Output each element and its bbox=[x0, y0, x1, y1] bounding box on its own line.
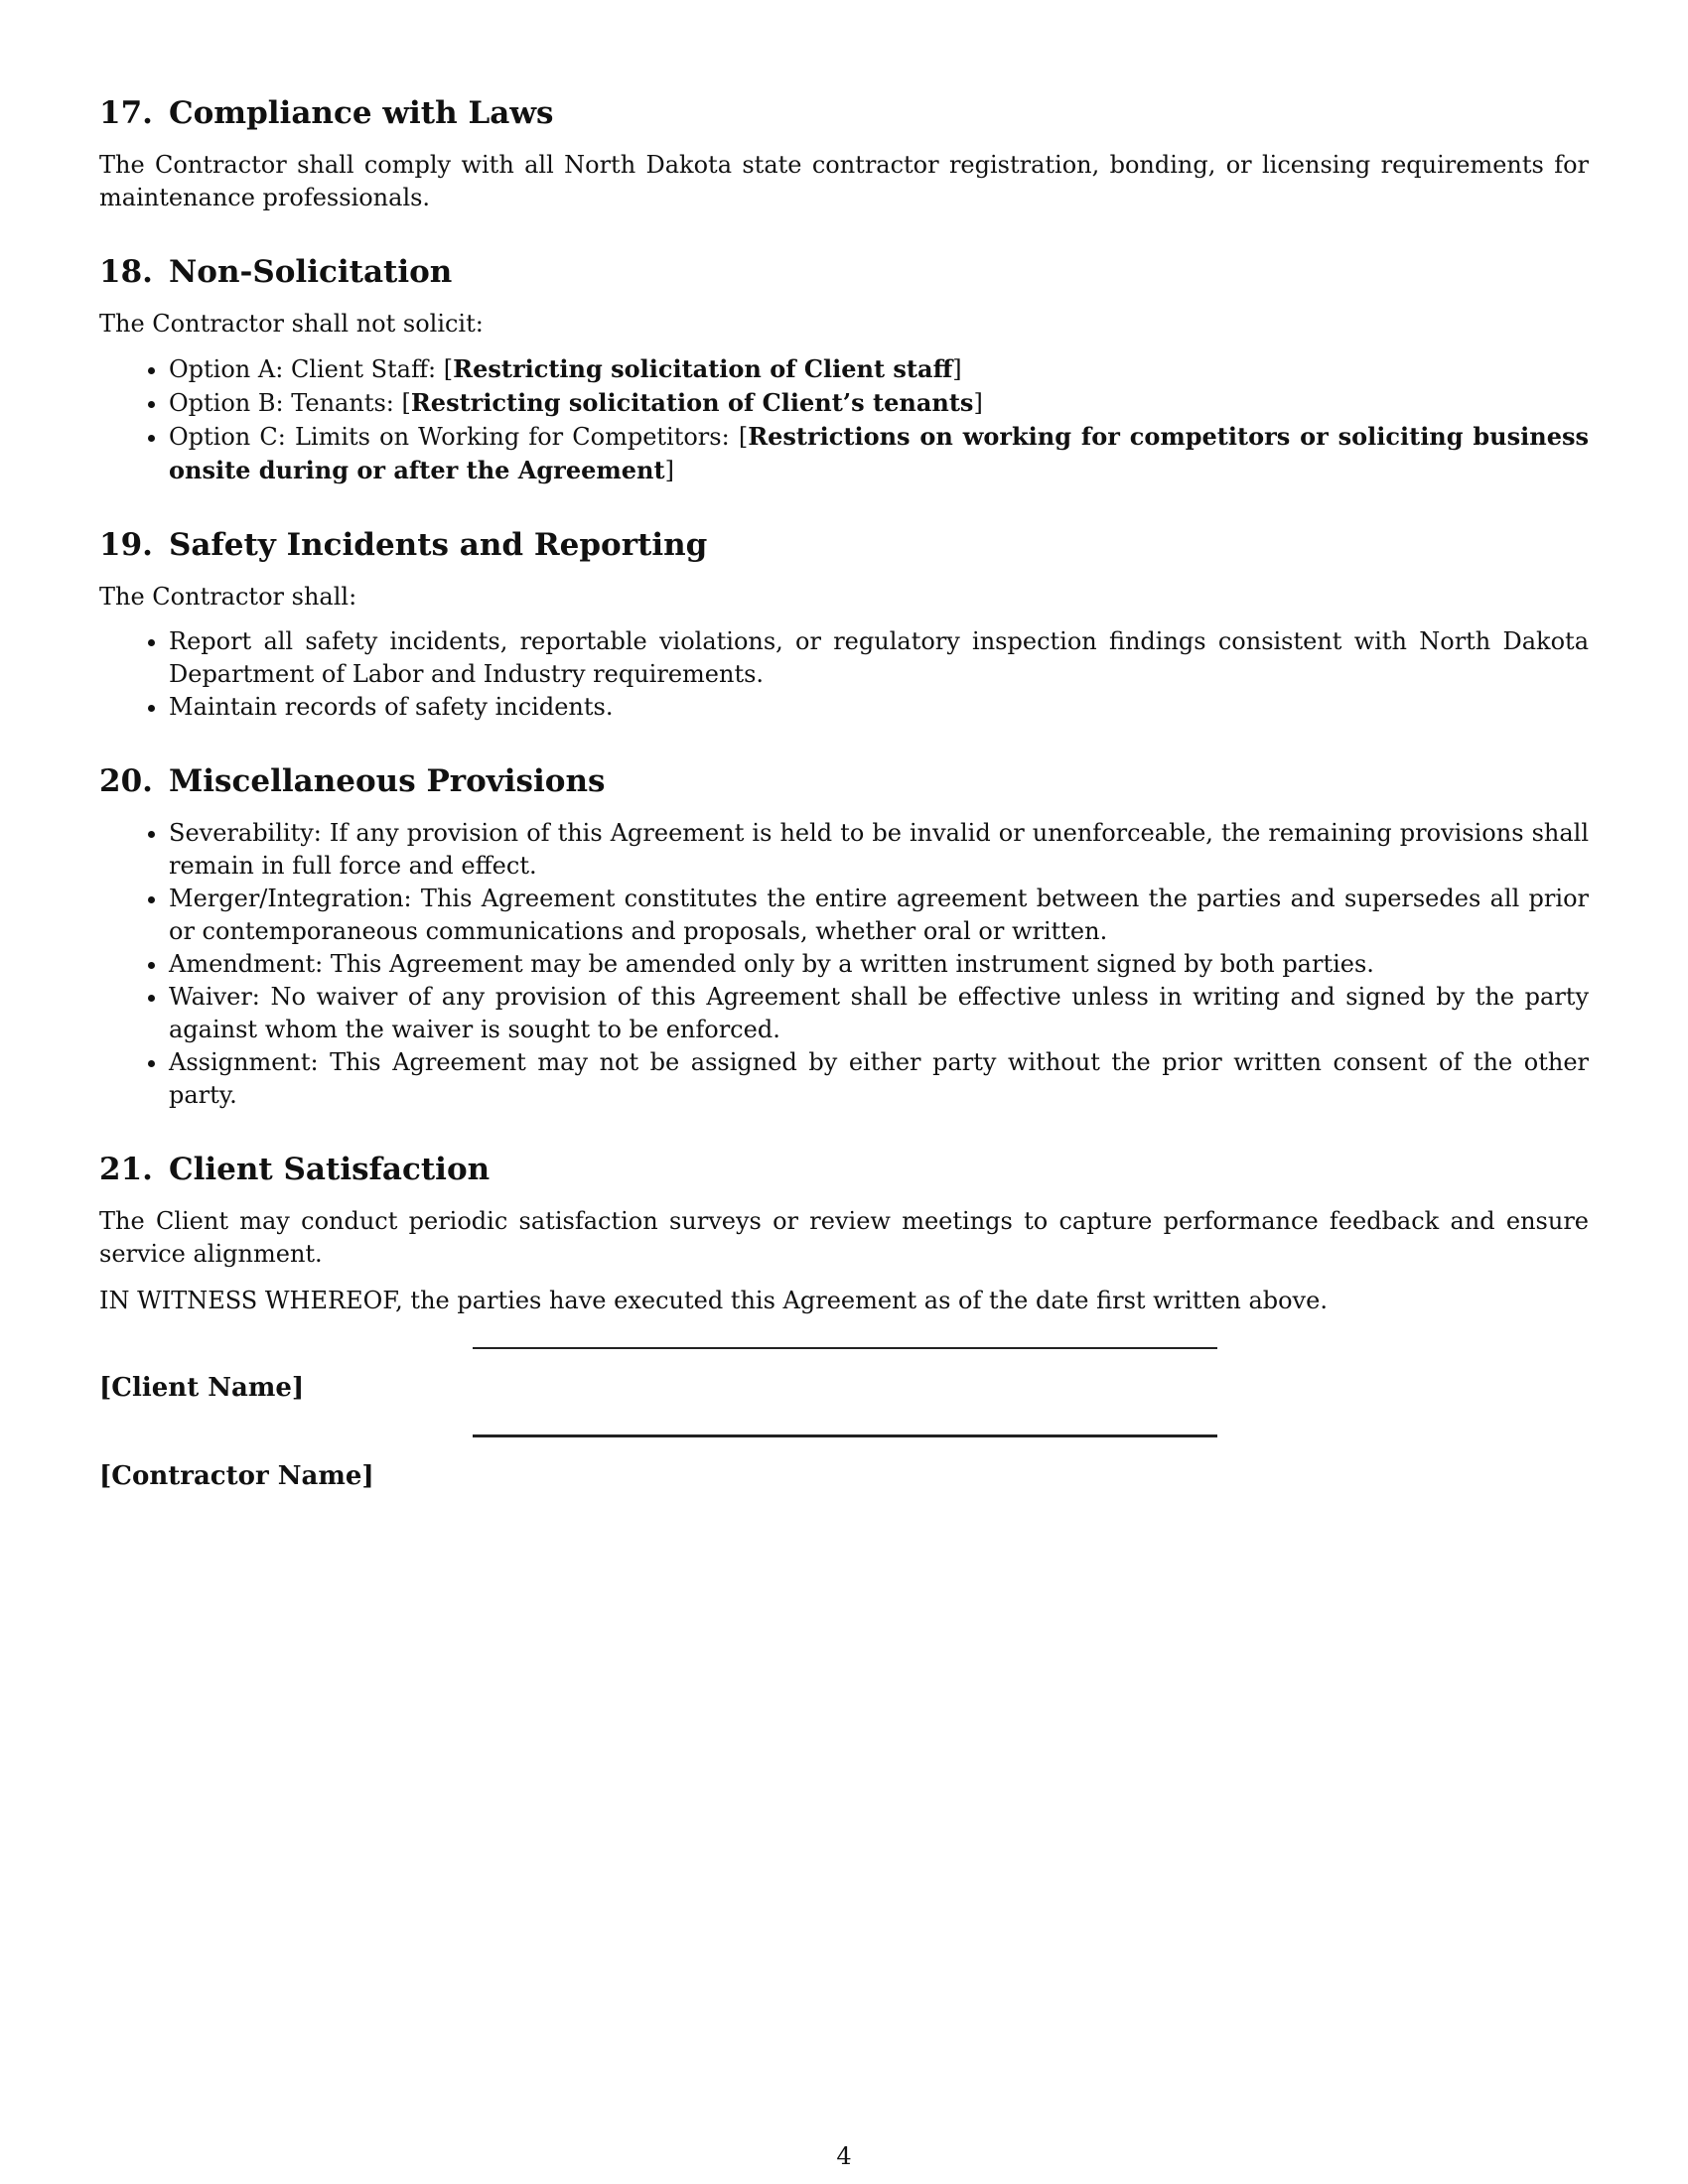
section-21 bbox=[99, 1146, 1589, 1493]
duty-list bbox=[99, 625, 1589, 724]
item-bold-placeholder: Restrictions on working for competitors or soliciting business onsite during or after the Agreement bbox=[169, 422, 1590, 484]
section-number: 17. bbox=[99, 95, 153, 131]
list-item bbox=[169, 386, 1589, 420]
item-prefix: Option B: Tenants: [ bbox=[169, 389, 411, 417]
client-signature-line[interactable] bbox=[473, 1347, 1217, 1349]
item-bold-placeholder: Restricting solicitation of Client staff bbox=[453, 354, 953, 383]
list-item bbox=[169, 352, 1589, 386]
section-19 bbox=[99, 521, 1589, 724]
section-title: Miscellaneous Provisions bbox=[168, 763, 606, 799]
option-list bbox=[99, 352, 1589, 487]
item-suffix: ] bbox=[952, 355, 962, 383]
section-number: 20. bbox=[99, 763, 153, 799]
list-item: • Waiver: No waiver of any provision of this Agreement shall be effective unless in writing and signed by the party against whom the waiver is sought to be enforced. bbox=[169, 981, 1589, 1046]
section-number: 21. bbox=[99, 1152, 153, 1187]
contractor-name: [Contractor Name] bbox=[99, 1461, 374, 1491]
section-body: The Client may conduct periodic satisfaction surveys or review meetings to capture performance feedback and ensure service alignment. bbox=[99, 1207, 1589, 1268]
section-heading bbox=[99, 521, 1589, 569]
item-bold-placeholder: Restricting solicitation of Client’s tenants bbox=[410, 388, 974, 417]
list-item: • Amendment: This Agreement may be amended only by a written instrument signed by both parties. bbox=[169, 948, 1589, 981]
section-heading bbox=[99, 1146, 1589, 1193]
section-intro: The Contractor shall not solicit: bbox=[99, 310, 484, 338]
section-heading bbox=[99, 248, 1589, 296]
list-item: • Merger/Integration: This Agreement constitutes the entire agreement between the parties and supersedes all prior or contemporaneous communications and proposals, whether oral or written. bbox=[169, 883, 1589, 948]
item-suffix: ] bbox=[664, 457, 674, 484]
list-item: • Maintain records of safety incidents. bbox=[169, 691, 1589, 724]
section-title: Non-Solicitation bbox=[168, 254, 453, 290]
witness-statement: IN WITNESS WHEREOF, the parties have executed this Agreement as of the date first written above. bbox=[99, 1287, 1328, 1314]
section-18 bbox=[99, 248, 1589, 487]
section-heading bbox=[99, 757, 1589, 805]
item-prefix: Option A: Client Staff: [ bbox=[169, 355, 454, 383]
client-name: [Client Name] bbox=[99, 1373, 305, 1403]
list-item: • Severability: If any provision of this Agreement is held to be invalid or unenforceable, the remaining provisions shall remain in full force and effect. bbox=[169, 817, 1589, 883]
list-item bbox=[169, 420, 1589, 487]
page-number: 4 bbox=[836, 2142, 852, 2170]
item-prefix: Option C: Limits on Working for Competitors: [ bbox=[169, 423, 749, 451]
list-item: • Report all safety incidents, reportable violations, or regulatory inspection findings consistent with North Dakota Department of Labor and Industry requirements. bbox=[169, 625, 1589, 691]
provision-list bbox=[99, 817, 1589, 1112]
section-title: Compliance with Laws bbox=[168, 95, 554, 131]
contractor-signature-line[interactable] bbox=[473, 1434, 1217, 1437]
section-17 bbox=[99, 89, 1589, 214]
document-page bbox=[99, 89, 1589, 1527]
section-body: The Contractor shall comply with all North Dakota state contractor registration, bonding, or licensing requirements for maintenance professionals. bbox=[99, 151, 1589, 211]
section-number: 19. bbox=[99, 527, 153, 563]
list-item: • Assignment: This Agreement may not be assigned by either party without the prior written consent of the other party. bbox=[169, 1046, 1589, 1112]
item-suffix: ] bbox=[973, 389, 983, 417]
section-title: Client Satisfaction bbox=[168, 1152, 491, 1187]
section-heading bbox=[99, 89, 1589, 137]
signature-block bbox=[99, 1347, 1589, 1493]
section-number: 18. bbox=[99, 254, 153, 290]
section-20 bbox=[99, 757, 1589, 1112]
section-title: Safety Incidents and Reporting bbox=[168, 527, 708, 563]
section-intro: The Contractor shall: bbox=[99, 583, 357, 611]
